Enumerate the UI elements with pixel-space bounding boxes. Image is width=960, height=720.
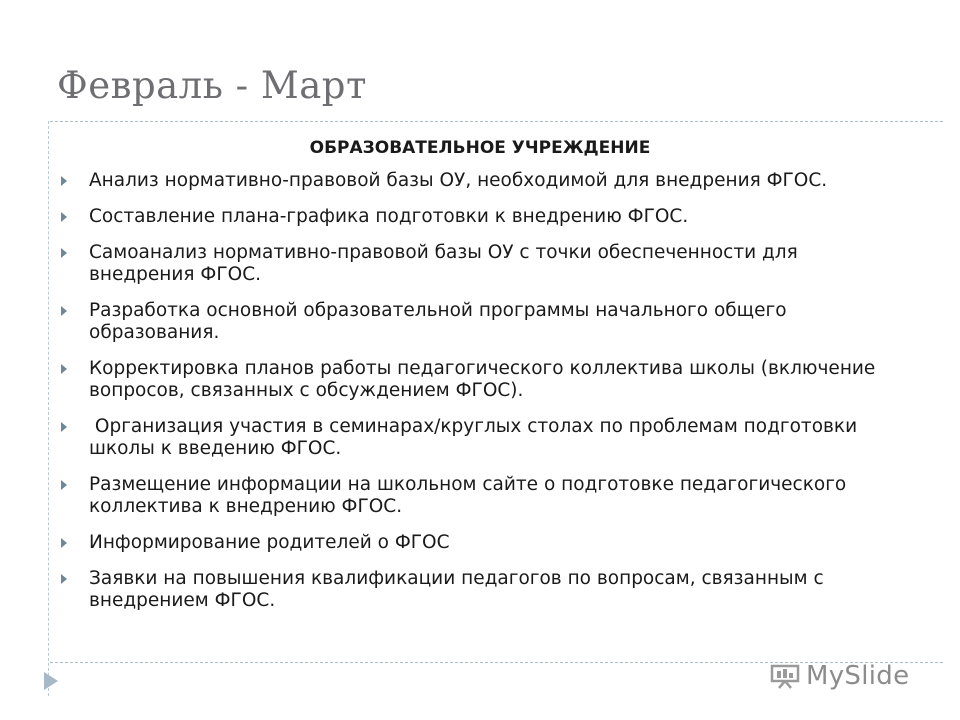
triangle-bullet-icon bbox=[61, 574, 67, 584]
next-slide-arrow-icon[interactable] bbox=[44, 672, 58, 690]
list-item-text: Размещение информации на школьном сайте о подготовке педагогического коллектива к внедрению ФГОС. bbox=[89, 474, 847, 517]
list-item bbox=[58, 568, 903, 612]
list-item-text: Самоанализ нормативно-правовой базы ОУ с точки обеспеченности для внедрения ФГОС. bbox=[89, 242, 798, 285]
list-item-text: Организация участия в семинарах/круглых столах по проблемам подготовки школы к введению ФГОС. bbox=[89, 416, 864, 459]
slide-title: Февраль - Март bbox=[57, 64, 367, 107]
triangle-bullet-icon bbox=[61, 248, 67, 258]
list-item bbox=[58, 170, 903, 192]
list-item bbox=[58, 358, 903, 402]
watermark bbox=[770, 660, 909, 692]
triangle-bullet-icon bbox=[61, 306, 67, 316]
list-item bbox=[58, 416, 903, 460]
list-item-text: Анализ нормативно-правовой базы ОУ, необходимой для внедрения ФГОС. bbox=[89, 170, 828, 191]
watermark-text: MySlide bbox=[806, 661, 910, 691]
list-item bbox=[58, 532, 903, 554]
list-item-text: Информирование родителей о ФГОС bbox=[89, 532, 450, 553]
list-item bbox=[58, 474, 903, 518]
triangle-bullet-icon bbox=[61, 212, 67, 222]
triangle-bullet-icon bbox=[61, 538, 67, 548]
list-item-text: Составление плана-графика подготовки к внедрению ФГОС. bbox=[89, 206, 689, 227]
list-item bbox=[58, 300, 903, 344]
list-item-text: Заявки на повышения квалификации педагогов по вопросам, связанным с внедрением ФГОС. bbox=[89, 568, 824, 611]
list-item-text: Разработка основной образовательной программы начального общего образования. bbox=[89, 300, 787, 343]
bullet-list bbox=[58, 170, 903, 626]
list-item bbox=[58, 206, 903, 228]
list-item-text: Корректировка планов работы педагогического коллектива школы (включение вопросов, связанных с обсуждением ФГОС). bbox=[89, 358, 876, 401]
presentation-board-icon bbox=[770, 663, 800, 689]
triangle-bullet-icon bbox=[61, 364, 67, 374]
list-item bbox=[58, 242, 903, 286]
triangle-bullet-icon bbox=[61, 176, 67, 186]
title-divider bbox=[50, 121, 943, 122]
triangle-bullet-icon bbox=[61, 422, 67, 432]
left-divider bbox=[48, 121, 49, 696]
triangle-bullet-icon bbox=[61, 480, 67, 490]
section-heading: ОБРАЗОВАТЕЛЬНОЕ УЧРЕЖДЕНИЕ bbox=[309, 138, 651, 158]
